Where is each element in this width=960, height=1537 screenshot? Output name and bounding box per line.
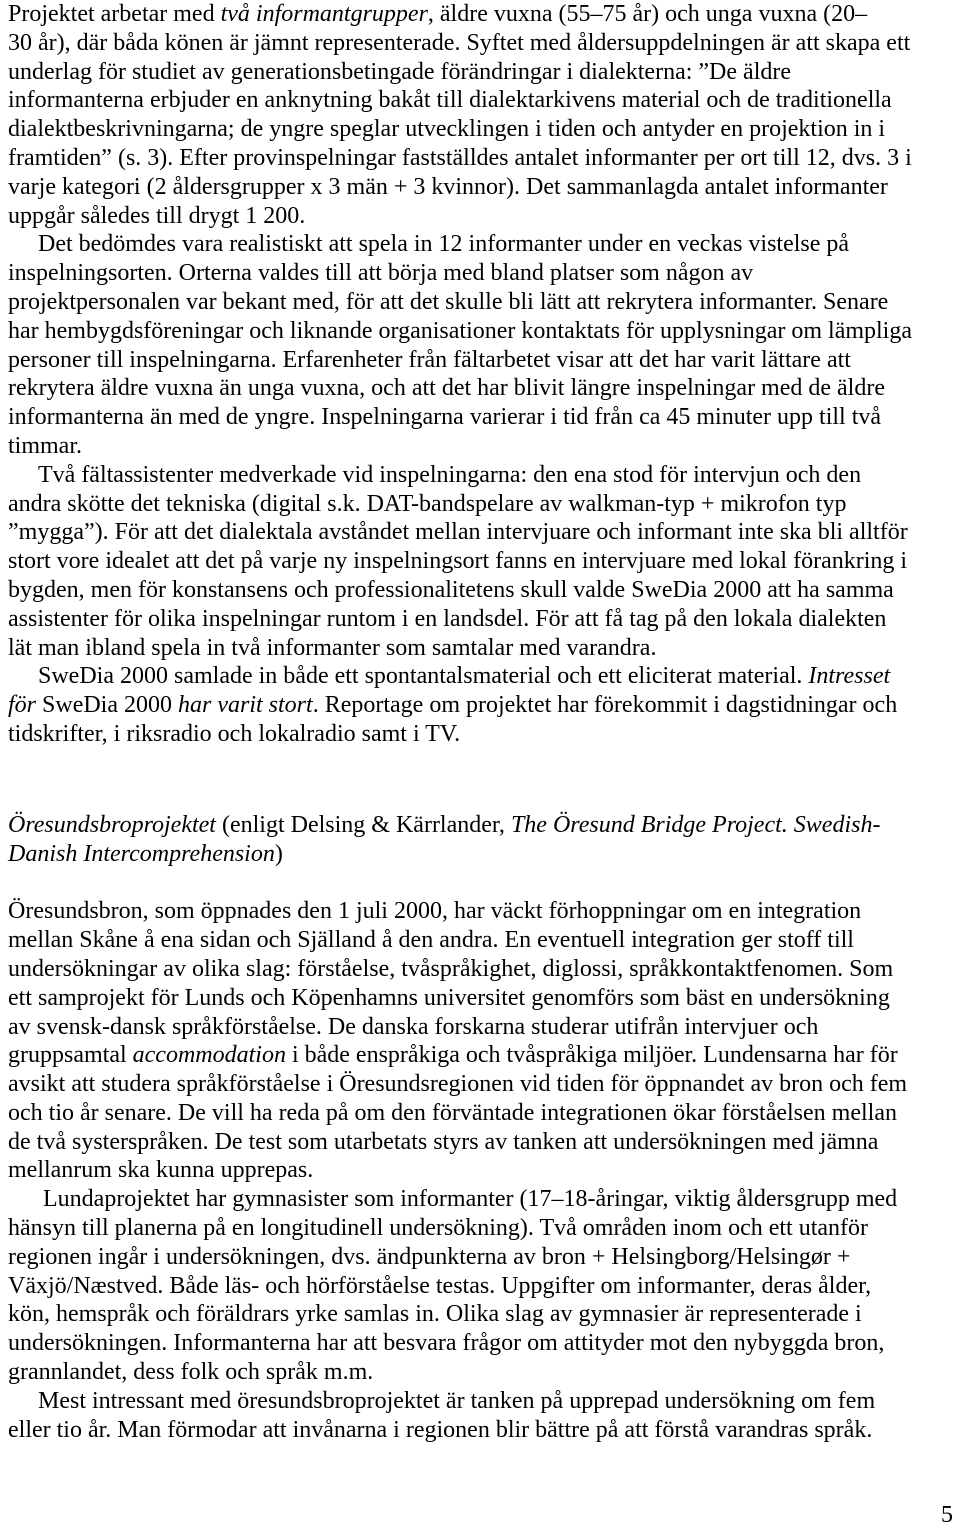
text-segment: Projektet arbetar med [8,1,221,27]
text-line: bygden, men för konstansens och professionalitetens skull valde SweDia 2000 att ha samma [8,576,894,603]
page-number: 5 [941,1502,953,1528]
text-line: uppgår således till drygt 1 200. [8,202,306,229]
italic-text: har varit stort [178,692,313,719]
text-line: framtiden” (s. 3). Efter provinspelningar fastställdes antalet informanter per ort till 12, dvs. 3 i [8,144,912,171]
text-line: avsikt att studera språkförståelse i Öresundsregionen vid tiden för öppnandet av bron och fem [8,1071,908,1098]
text-line: rekrytera äldre vuxna än unga vuxna, och att det har blivit längre inspelningar med de äldre [8,375,885,402]
text-segment: ) [274,840,283,867]
text-line: personer till inspelningarna. Erfarenheter från fältarbetet visar att det har varit lättare att [8,346,851,373]
text-line: assistenter för olika inspelningar runtom i en landsdel. För att få tag på den lokala dialekten [8,605,887,632]
text-line: 30 år), där båda könen är jämnt representerade. Syftet med åldersuppdelningen är att skapa ett [8,29,911,56]
text-line: ett samprojekt för Lunds och Köpenhamns universitet genomförs som bäst en undersökning [8,984,890,1011]
paragraph [8,1387,954,1445]
text-segment: i både enspråkiga och tvåspråkiga miljöer. Lundensarna har för [285,1042,898,1069]
text-line: tidskrifter, i riksradio och lokalradio samt i TV. [8,720,461,747]
text-line: Två fältassistenter medverkade vid inspelningarna: den ena stod för intervjun och den [38,461,862,488]
text-line: projektpersonalen var bekant med, för att det skulle bli lätt att rekrytera informanter. Senare [8,288,889,315]
text-line [8,662,954,691]
text-line: hänsyn till planerna på en longitudinell undersökning). Två områden inom och ett utanför [8,1215,869,1242]
text-line: andra skötte det tekniska (digital s.k. DAT-bandspelare av walkman-typ + mikrofon typ [8,490,847,517]
italic-text: Danish Intercomprehension [8,840,275,867]
italic-text: accommodation [132,1042,286,1069]
text-line: Växjö/Næstved. Både läs- och hörförståelse testas. Uppgifter om informanter, deras ålder, [8,1272,872,1299]
text-line: regionen ingår i undersökningen, dvs. ändpunkterna av bron + Helsingborg/Helsingør + [8,1243,851,1270]
text-line: informanterna än med de yngre. Inspelningarna varierar i tid från ca 45 minuter upp till två [8,404,882,431]
text-line: varje kategori (2 åldersgrupper x 3 män + 3 kvinnor). Det sammanlagda antalet informanter [8,173,888,200]
text-line: ”mygga”). För att det dialektala avståndet mellan intervjuare och informant inte ska bli alltför [8,519,908,546]
italic-text: för [8,692,37,719]
text-line: Lundaprojektet har gymnasister som informanter (17–18-åringar, viktig åldersgrupp med [43,1186,898,1213]
text-line: Det bedömdes vara realistiskt att spela in 12 informanter under en veckas vistelse på [38,231,850,258]
text-line [8,811,954,840]
text-line: mellan Skåne å ena sidan och Själland å den andra. En eventuell integration ger stoff till [8,927,854,954]
text-line: kön, hemspråk och föräldrars yrke samlas in. Olika slag av gymnasier är representerade i [8,1301,862,1328]
paragraph [8,0,954,230]
text-line: underlag för studiet av generationsbetingade förändringar i dialekterna: ”De äldre [8,58,791,85]
paragraph [8,897,954,1185]
text-line: lät man ibland spela in två informanter som samtalar med varandra. [8,634,657,661]
text-line: grannlandet, dess folk och språk m.m. [8,1359,374,1386]
paragraph [8,662,954,748]
text-line: undersökningar av olika slag: förståelse, tvåspråkighet, diglossi, språkkontaktfenomen. Som [8,955,894,982]
paragraph [8,461,954,663]
text-line: undersökningen. Informanterna har att besvara frågor om attityder mot den nybyggda bron, [8,1330,885,1357]
text-line [8,691,954,720]
text-line: de två systerspråken. De test som utarbetats styrs av tanken att undersökningen med jämna [8,1128,879,1155]
text-line: stort vore idealet att det på varje ny inspelningsort fanns en intervjuare med lokal förankring i [8,548,908,575]
text-line: av svensk-dansk språkförståelse. De danska forskarna studerar utifrån intervjuer och [8,1013,819,1040]
paragraph [8,1185,954,1387]
section-heading [8,811,954,869]
text-line: Mest intressant med öresundsbroprojektet är tanken på upprepad undersökning om fem [38,1387,876,1414]
text-line: mellanrum ska kunna upprepas. [8,1157,314,1184]
document-page [8,0,954,1444]
text-segment: SweDia 2000 samlade in både ett spontantalsmaterial och ett eliciterat material. [38,663,809,690]
text-segment: SweDia 2000 [36,692,178,719]
paragraph [8,230,954,460]
text-line: eller tio år. Man förmodar att invånarna i regionen blir bättre på att förstå varandras språk. [8,1416,873,1443]
italic-text: två informantgrupper [220,1,428,27]
italic-text: Intresset [808,663,891,690]
italic-text: Öresundsbroprojektet [8,811,216,838]
spacer [8,868,954,897]
text-segment: gruppsamtal [8,1042,133,1069]
spacer [8,749,954,811]
text-segment: , äldre vuxna (55–75 år) och unga vuxna (20– [427,1,868,27]
italic-text: The Öresund Bridge Project. Swedish- [510,811,881,838]
text-line [8,0,954,29]
text-line: informanterna erbjuder en anknytning bakåt till dialektarkivens material och de traditionella [8,87,892,114]
text-segment: (enligt Delsing & Kärrlander, [215,811,511,838]
text-line: har hembygdsföreningar och liknande organisationer kontaktats för upplysningar om lämpliga [8,317,912,344]
text-line [8,1041,954,1070]
text-line: inspelningsorten. Orterna valdes till att börja med bland platser som någon av [8,260,754,287]
text-line [8,840,954,869]
text-line: och tio år senare. De vill ha reda på om den förväntade integrationen ökar förståelsen mellan [8,1099,897,1126]
text-line: Öresundsbron, som öppnades den 1 juli 2000, har väckt förhoppningar om en integration [8,898,862,925]
text-segment: . Reportage om projektet har förekommit i dagstidningar och [312,692,898,719]
text-line: timmar. [8,432,82,459]
text-line: dialektbeskrivningarna; de yngre speglar utvecklingen i tiden och antyder en projektion in i [8,116,886,143]
